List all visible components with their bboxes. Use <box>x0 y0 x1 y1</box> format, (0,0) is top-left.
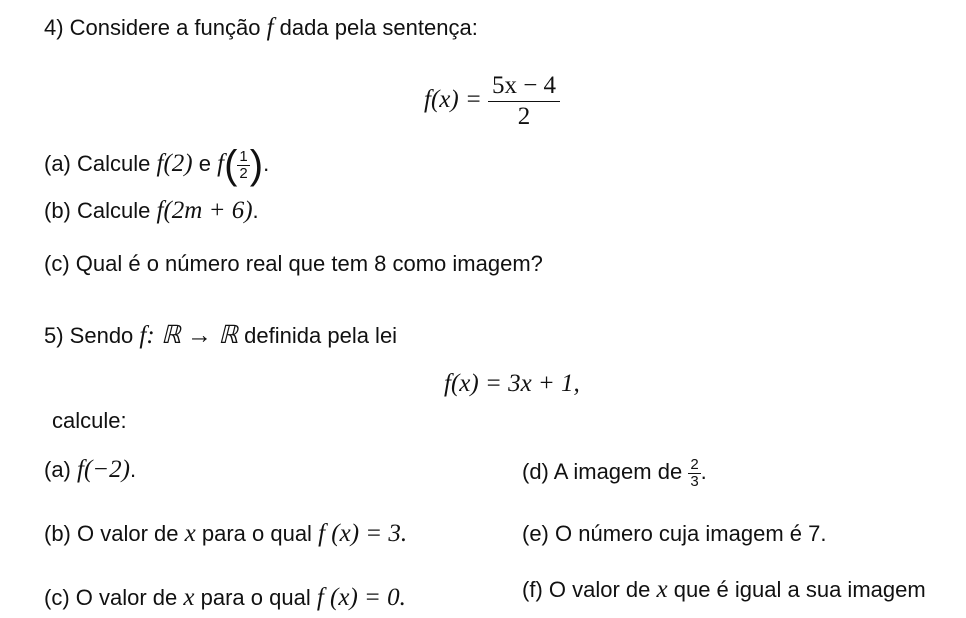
q4-eq-fraction <box>488 71 560 132</box>
q4-a-and: e <box>198 151 211 176</box>
q5-b-pre: (b) O valor de <box>44 521 179 546</box>
q5-d-end: . <box>700 459 707 484</box>
q4-a-open-paren: ( <box>224 143 238 188</box>
q5-item-f <box>522 576 926 604</box>
q5-calc <box>52 407 127 435</box>
q4-equation <box>424 70 560 132</box>
q4-a-fraction <box>237 149 249 182</box>
q4-b-expr: f(2m + 6) <box>156 197 253 224</box>
q4-a-denominator: 2 <box>239 164 248 182</box>
q5-b-mid: para o qual <box>201 521 312 546</box>
q5-d-pre: (d) A imagem de <box>522 459 683 484</box>
q5-item-b <box>44 520 407 548</box>
q5-map: f: ℝ → ℝ <box>139 322 239 349</box>
q5-c-expr: f (x) = 0. <box>316 584 406 611</box>
q5-f-post: que é igual a sua imagem <box>673 577 926 602</box>
q5-c-var: x <box>183 584 195 611</box>
q5-d-numerator: 2 <box>690 455 699 473</box>
q4-item-c <box>44 250 543 278</box>
q5-eq: f(x) = 3x + 1, <box>444 370 580 397</box>
q5-f-pre: (f) O valor de <box>522 577 651 602</box>
q5-item-a <box>44 456 136 484</box>
q4-a-end: . <box>263 151 270 176</box>
q4-suffix: dada pela sentença: <box>279 15 478 40</box>
q5-b-var: x <box>184 520 196 547</box>
q4-c-text: (c) Qual é o número real que tem 8 como imagem? <box>44 251 543 276</box>
q5-prefix: 5) Sendo <box>44 323 134 348</box>
q4-a-numerator: 1 <box>239 147 248 165</box>
q5-b-expr: f (x) = 3. <box>318 520 408 547</box>
q4-a-label: (a) Calcule <box>44 151 151 176</box>
q5-equation <box>444 370 580 398</box>
q4-eq-numerator: 5x − 4 <box>488 71 560 102</box>
q5-f-var: x <box>656 576 668 603</box>
q5-a-end: . <box>129 457 137 482</box>
q4-a-expr1: f(2) <box>156 150 193 177</box>
q5-a-label: (a) <box>44 457 71 482</box>
q4-prefix: 4) Considere a função <box>44 15 261 40</box>
q5-item-d <box>522 454 707 490</box>
q5-c-mid: para o qual <box>200 585 311 610</box>
q5-suffix: definida pela lei <box>244 323 398 348</box>
q4-a-close-paren: ) <box>249 143 264 188</box>
q5-d-denominator: 3 <box>690 472 699 490</box>
q4-eq-denominator: 2 <box>517 102 531 130</box>
q5-e-text: (e) O número cuja imagem é 7. <box>522 521 827 546</box>
q4-statement <box>44 14 478 42</box>
q4-a-f: f <box>217 150 225 177</box>
q4-item-a <box>44 143 270 188</box>
q4-b-end: . <box>252 198 259 223</box>
q5-c-pre: (c) O valor de <box>44 585 178 610</box>
q5-item-e <box>522 520 826 548</box>
q5-a-expr: f(−2) <box>77 456 130 483</box>
q5-item-c <box>44 584 406 612</box>
q5-d-fraction <box>688 457 700 490</box>
q4-b-label: (b) Calcule <box>44 198 151 223</box>
q4-function-var: f <box>266 14 274 41</box>
q5-calc-text: calcule: <box>52 408 127 433</box>
q4-eq-lhs: f(x) = <box>424 86 482 113</box>
q4-item-b <box>44 197 259 225</box>
q5-statement <box>44 322 397 350</box>
